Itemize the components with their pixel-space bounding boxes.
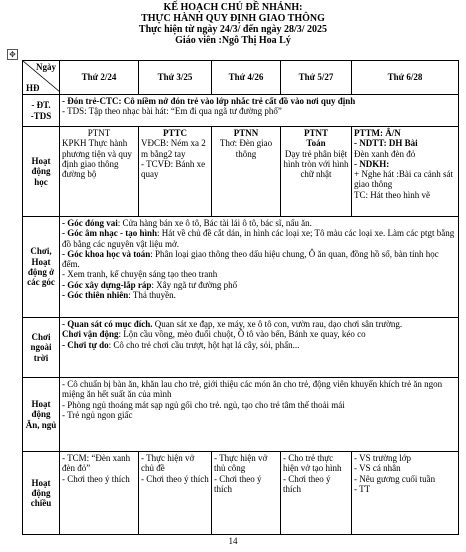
plan-table — [22, 60, 459, 535]
subject-title: PTNT — [303, 128, 328, 138]
day-header: Thứ 2/24 — [60, 61, 139, 95]
subject-sub: Toán — [306, 138, 326, 149]
row-reception — [23, 95, 459, 127]
subject-body: TC: Hát theo hình vẽ — [354, 189, 430, 200]
afternoon-item: - VS trường lớp — [354, 453, 411, 463]
afternoon-item: - Chơi theo ý thích — [214, 473, 262, 494]
exercise-line: - TDS: Tập theo nhạc bài hát: “Em đi qua ngã tư đường phố” — [62, 106, 282, 117]
day-header: Thứ 3/25 — [139, 61, 212, 95]
reception-line: - Đón trẻ-CTC: Cô niềm nở đón trẻ vào lớp nhắc trẻ cất đồ vào nơi quy định — [62, 96, 356, 106]
row-label-line: -TDS — [30, 110, 52, 121]
page-number: 14 — [228, 536, 238, 546]
learning-mon — [60, 127, 139, 217]
subject-body: KPKH Thực hành phương tiện và quy định giao thông đường bộ — [62, 138, 132, 180]
outdoor-content — [60, 318, 459, 378]
corner-item — [62, 290, 456, 300]
corner-key: - Góc thiên nhiên — [62, 290, 129, 301]
doc-title: KẾ HOẠCH CHỦ ĐỀ NHÁNH: — [163, 2, 303, 13]
corners-content — [60, 217, 459, 318]
outdoor-line — [62, 340, 456, 350]
row-label-reception — [23, 95, 60, 127]
sleep-line: - Trẻ ngủ ngon giấc — [62, 409, 133, 420]
row-learning — [23, 127, 459, 217]
subject-title: PTTM: Â/N — [354, 128, 401, 138]
row-label-afternoon: Hoạt động chiều — [23, 452, 60, 535]
meal-line: - Cô chuẩn bị bàn ăn, khăn lau cho trẻ, giới thiệu các món ăn cho trẻ, động viên khuyến khích trẻ ăn ngon miệng ăn hết suất ăn của mình — [62, 379, 443, 400]
learning-wed — [212, 127, 281, 217]
teacher-name: Giáo viên :Ngô Thị Hoa Lý — [175, 35, 291, 46]
afternoon-tue — [139, 452, 212, 535]
subject-body: Dạy trẻ phân biệt hình tròn với hình chữ nhật — [283, 148, 349, 180]
corner-key: - Góc xây dựng-lắp ráp — [62, 279, 152, 290]
afternoon-item: - Chơi theo ý thích — [141, 473, 209, 484]
row-outdoor — [23, 318, 459, 378]
outdoor-key: - Quan sát có mục đích. — [62, 319, 153, 329]
row-label-learning: Hoạt động học — [23, 127, 60, 217]
row-meal-sleep — [23, 378, 459, 452]
outdoor-line — [62, 319, 456, 329]
date-range: Thực hiện từ ngày 24/3/ đến ngày 28/3/ 2025 — [138, 24, 328, 35]
subject-title: PTNN — [233, 128, 259, 138]
corner-top-label: Ngày — [36, 62, 56, 72]
subject-body: - TCVĐ: Bánh xe quay — [141, 158, 206, 180]
corner-key: - Góc âm nhạc - tạo hình — [62, 228, 158, 239]
row-label-meal-sleep: Hoạt động Ăn, ngủ — [23, 378, 60, 452]
corner-bottom-label: HĐ — [26, 82, 40, 93]
corner-value: - Xem tranh, kể chuyện sáng tạo theo tranh — [62, 269, 218, 280]
outdoor-value: : Cô cho trẻ chơi cầu trượt, hột hạt lá cây, sỏi, phấn... — [108, 339, 300, 350]
row-label-line: - ĐT. — [31, 100, 51, 111]
afternoon-item: - TCM: “Đèn xanh đèn đỏ” — [62, 453, 131, 474]
subject-body: Đèn xanh đèn đỏ — [354, 148, 416, 159]
afternoon-wed — [212, 452, 281, 535]
row-label-outdoor: Chơi ngoài trời — [23, 318, 60, 378]
afternoon-item: - Chơi theo ý thích — [62, 473, 130, 484]
subject-body: + Nghe hát :Bài ca cảnh sát giao thông — [354, 169, 454, 190]
afternoon-item: - TT — [354, 483, 371, 494]
day-header: Thứ 5/27 — [281, 61, 352, 95]
subject-body: VĐCB: Ném xa 2 m bằng2 tay — [141, 138, 206, 159]
corner-item — [62, 280, 456, 290]
afternoon-item: - VS cá nhân — [354, 463, 401, 474]
corner-item — [62, 228, 456, 249]
afternoon-item: - Cho trẻ thực hiện vở tạo hình — [283, 453, 342, 474]
outdoor-key: Chơi vận động — [62, 329, 119, 340]
sleep-line: - Phòng ngủ thoáng mát sạp ngủ gối cho trẻ. ngủ, tạo cho trẻ tâm thế thoải mái — [62, 399, 345, 410]
afternoon-fri — [352, 452, 459, 535]
afternoon-mon — [60, 452, 139, 535]
days-header-row — [23, 61, 459, 95]
corner-value: : Phân loại giao thông theo dấu hiệu chung, Ô ăn quan, đồng hồ số, bàn tính học đếm. — [62, 248, 439, 270]
meal-sleep-content — [60, 378, 459, 452]
corner-item — [62, 218, 456, 228]
afternoon-item: - Thực hiện vở thủ công — [214, 453, 268, 474]
subject-body: Thơ: Đèn giao thông — [219, 138, 273, 159]
learning-tue — [139, 127, 212, 217]
outdoor-line — [62, 329, 456, 339]
corner-value: : Xây ngã tư đường phố — [151, 279, 238, 290]
subject-body: - NDKH: — [354, 158, 390, 169]
corner-item — [62, 249, 456, 270]
day-header: Thứ 4/26 — [212, 61, 281, 95]
row-afternoon — [23, 452, 459, 535]
corner-item — [62, 269, 456, 279]
afternoon-thu — [281, 452, 352, 535]
outdoor-key: - Chơi tự do — [62, 339, 109, 350]
doc-subtitle: THỰC HÀNH QUY ĐỊNH GIAO THÔNG — [141, 13, 325, 24]
outdoor-value: Quan sát xe đạp, xe máy, xe ô tô con, vườn rau, dạo chơi sân trường. — [152, 319, 403, 329]
corner-value: : Hát về chủ đề cắt dán, in hình các loại xe; Tô màu các loại xe. Làm các ptgt bằng đồ bằng các nguyên vật liệu mở. — [62, 228, 455, 249]
corner-cell — [23, 61, 60, 95]
subject-title: PTNT — [87, 128, 111, 138]
move-anchor-icon[interactable]: ✥ — [7, 49, 18, 60]
corner-key: - Góc đóng vai — [62, 218, 118, 228]
reception-content — [60, 95, 459, 127]
outdoor-value: : Lộn cầu vồng, mèo đuổi chuột, Ô tô vào bến, Bánh xe quay, kéo co — [118, 329, 366, 340]
afternoon-item: - Thực hiện vở chủ đề — [141, 453, 195, 474]
subject-body: - NDTT: DH Bài — [354, 138, 418, 149]
subject-title: PTTC — [162, 128, 187, 138]
learning-fri — [352, 127, 459, 217]
learning-thu — [281, 127, 352, 217]
afternoon-item: - Nêu gương cuối tuần — [354, 473, 436, 484]
row-corners — [23, 217, 459, 318]
row-label-corners: Chơi, Hoạt động ở các góc — [23, 217, 60, 318]
corner-value: : Thả thuyền. — [128, 290, 176, 301]
corner-key: - Góc khoa học và toán — [62, 248, 151, 259]
corner-value: : Cửa hàng bán xe ô tô, Bác tài lái ô tô, bác sĩ, nấu ăn. — [117, 218, 312, 228]
day-header: Thứ 6/28 — [352, 61, 459, 95]
afternoon-item: - Chơi theo ý thích — [283, 473, 331, 494]
